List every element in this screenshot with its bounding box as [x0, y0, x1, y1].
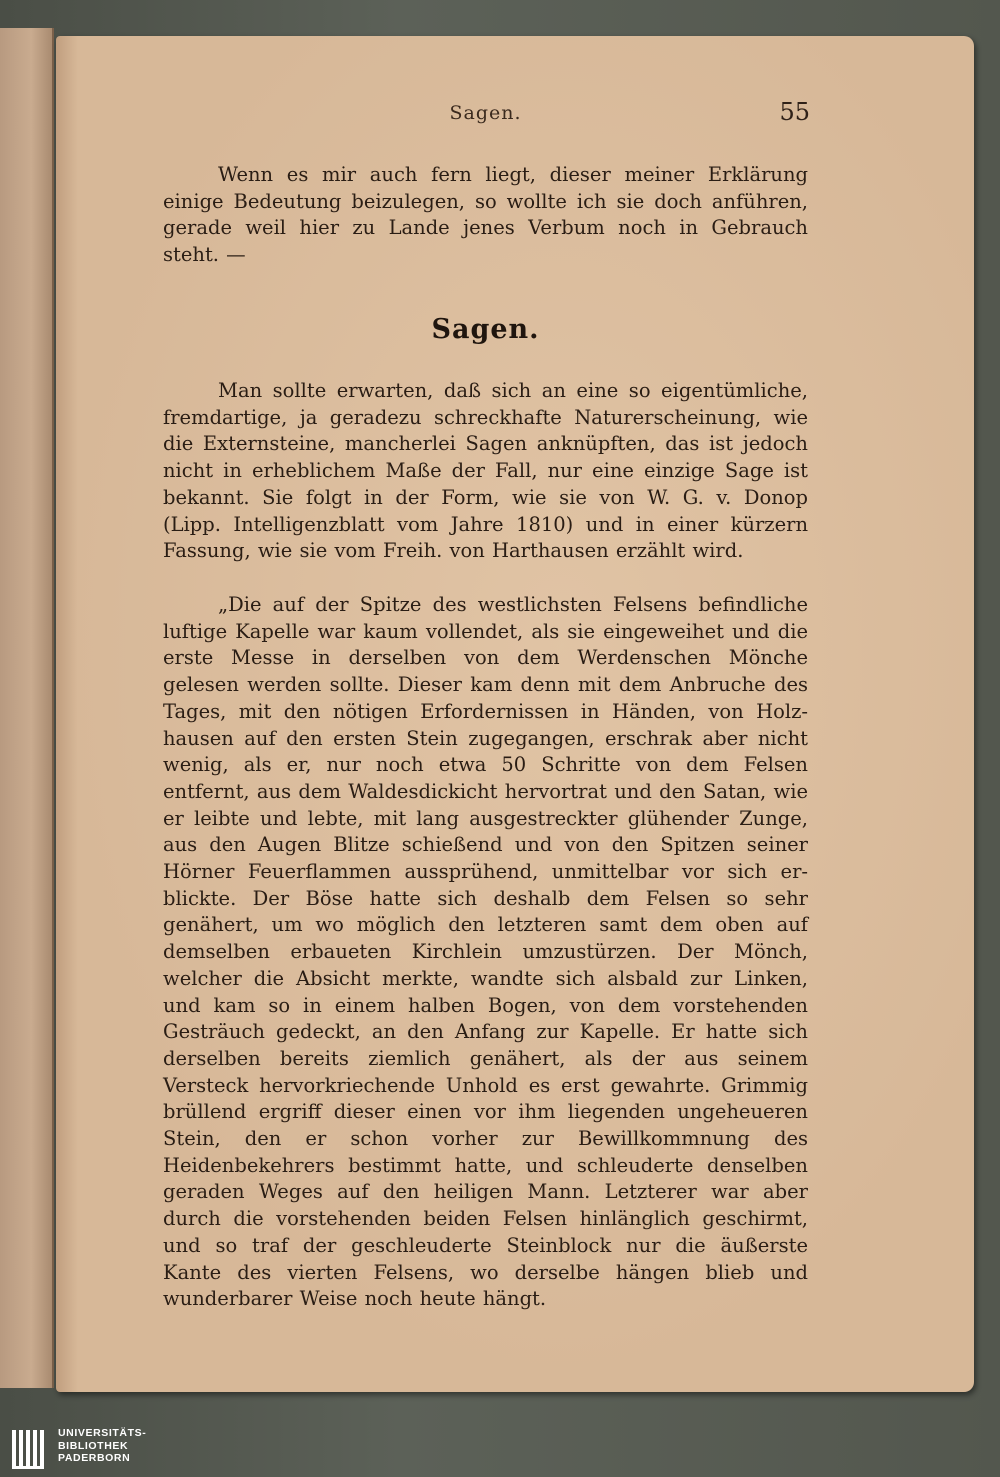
library-logo-icon [10, 1426, 50, 1472]
section-heading: Sagen. [431, 314, 540, 345]
page-number: 55 [779, 98, 810, 126]
library-name-line2: BIBLIOTHEK [58, 1439, 129, 1452]
running-title: Sagen. [449, 102, 522, 124]
library-badge [0, 1420, 160, 1477]
library-name-line3: PADERBORN [58, 1452, 131, 1464]
library-name [58, 1427, 146, 1465]
paragraph-sagen: Man sollte erwarten, daß sich an eine so eigentümliche, fremdartige, ja geradezu schreckhafte Naturerscheinung, wie die Externsteine, mancherlei Sagen anknüpften, das ist jedoch nicht in erheblichem Maße der Fall, nur eine einzige Sage ist bekannt. Sie folgt in der Form, wie sie von W. G. v. Donop (Lipp. Intelligenzblatt vom Jahre 1810) und in einer kürzern Fassung, wie sie vom Freih. von Harthausen erzählt wird. [163, 379, 808, 563]
running-head [163, 98, 810, 132]
paragraph-legend: „Die auf der Spitze des westlichsten Felsens befindliche luftige Kapelle war kaum vollendet, als sie eingeweihet und die erste Messe in derselben von dem Werdenschen Mönche gelesen werden sollte. Dieser kam denn mit dem Anbruche des Tages, mit den nötigen Erfordernissen in Händen, von Holzhausen auf den ersten Stein zugegangen, erschrak aber nicht wenig, als er, nur noch etwa 50 Schritte von dem Felsen entfernt, aus dem Waldesdickicht hervortrat und den Satan, wie er leibte und lebte, mit lang ausgestreckter glühender Zunge, aus den Augen Blitze schießend und von den Spitzen seiner Hörner Feuerflammen aussprühend, unmittelbar vor sich erblickte. Der Böse hatte sich deshalb dem Felsen so sehr genähert, um wo möglich den letzteren samt dem oben auf demselben erbaueten Kirchlein umzustürzen. Der Mönch, welcher die Absicht merkte, wandte sich alsbald zur Linken, und kam so in einem halben Bogen, von dem vorstehenden Gesträuch gedeckt, an den Anfang zur Kapelle. Er hatte sich derselben bereits ziemlich genähert, als der aus seinem Versteck hervorkriechende Unhold es erst gewahrte. Grimmig brüllend ergriff dieser einen vor ihm liegenden ungeheueren Stein, den er schon vorher zur Bewillkommnung des Heidenbekehrers bestimmt hatte, und schleuderte denselben geraden Weges auf den heiligen Mann. Letzterer war aber durch die vorstehenden beiden Felsen hinlänglich geschirmt, und so traf der geschleuderte Steinblock nur die äußerste Kante des vierten Felsens, wo derselbe hängen blieb und wunderbarer Weise noch heute hängt. [163, 593, 808, 1311]
paragraph-intro: Wenn es mir auch fern liegt, dieser meiner Erklärung einige Bedeutung beizulegen, so wollte ich sie doch anführen, gerade weil hier zu Lande jenes Verbum noch in Gebrauch steht. — [163, 163, 808, 267]
previous-page-edge [0, 28, 54, 1388]
book-page [56, 36, 974, 1392]
library-name-line1: UNIVERSITÄTS- [58, 1427, 147, 1439]
